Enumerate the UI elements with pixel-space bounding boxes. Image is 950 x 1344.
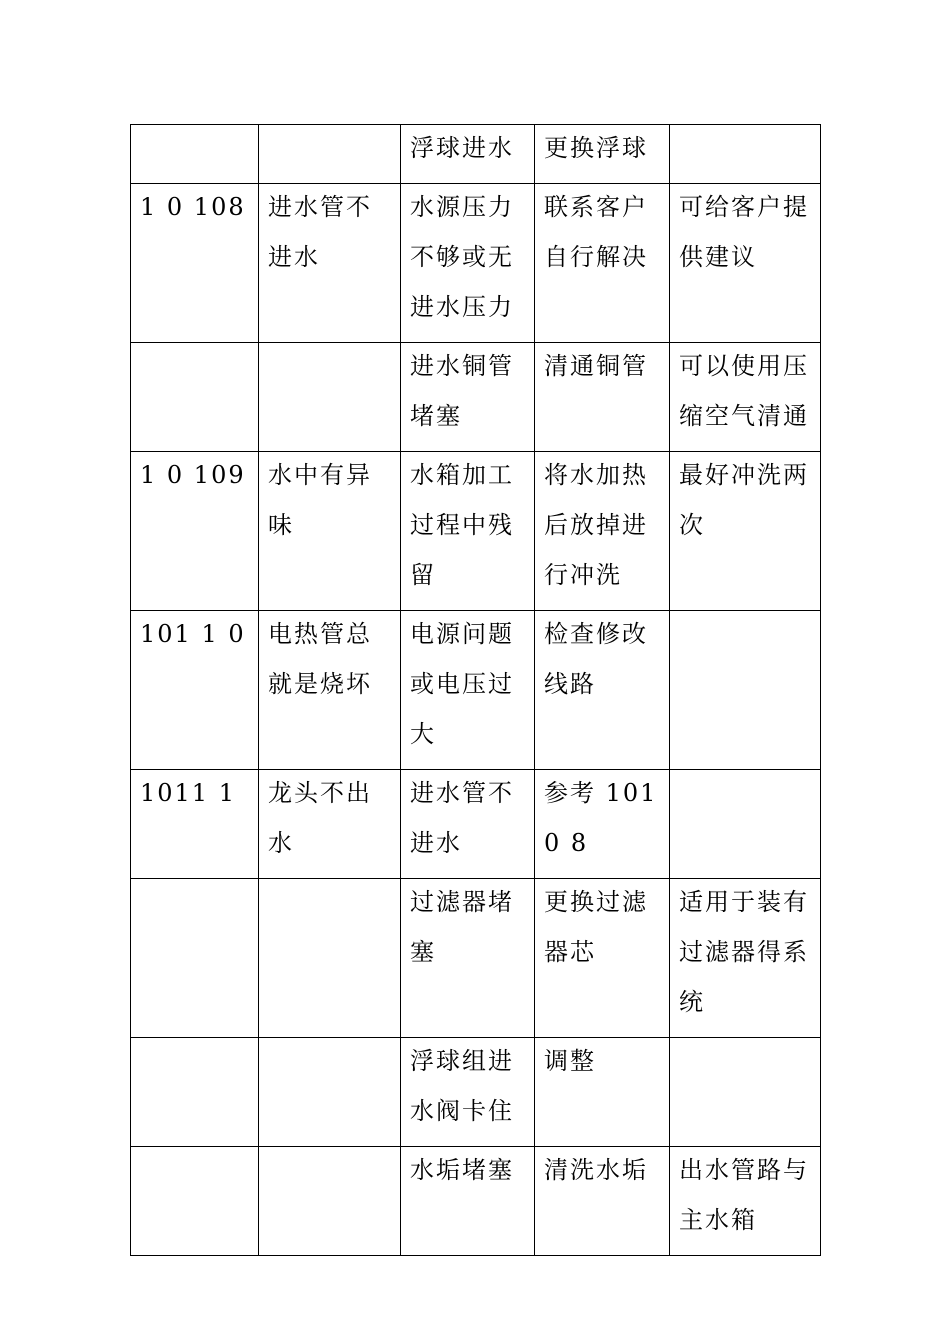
note-cell <box>670 343 821 452</box>
fault-code-cell <box>131 343 259 452</box>
cause-cell-text: 水源压力不够或无进水压力 <box>410 193 514 321</box>
cause-cell-text: 浮球进水 <box>410 134 514 162</box>
symptom-cell <box>259 1038 401 1147</box>
cause-cell <box>401 343 535 452</box>
note-cell-text: 可以使用压缩空气清通 <box>679 352 809 430</box>
symptom-cell <box>259 184 401 343</box>
fault-code-cell <box>131 770 259 879</box>
table-row <box>131 1147 821 1256</box>
fault-code-cell-text: 1 0 109 <box>140 461 246 489</box>
solution-cell-text: 调整 <box>544 1047 596 1075</box>
cause-cell-text: 进水铜管堵塞 <box>410 352 514 430</box>
symptom-cell-text: 电热管总就是烧坏 <box>268 620 372 698</box>
solution-cell <box>535 879 670 1038</box>
solution-cell-text: 清通铜管 <box>544 352 648 380</box>
cause-cell-text: 电源问题或电压过大 <box>410 620 514 748</box>
symptom-cell <box>259 125 401 184</box>
cause-cell-text: 过滤器堵塞 <box>410 888 514 966</box>
cause-cell <box>401 770 535 879</box>
note-cell <box>670 611 821 770</box>
note-cell-text: 最好冲洗两次 <box>679 461 809 539</box>
fault-code-cell-text: 1 0 108 <box>140 193 246 221</box>
solution-cell <box>535 1147 670 1256</box>
cause-cell-text: 水垢堵塞 <box>410 1156 514 1184</box>
fault-code-cell <box>131 125 259 184</box>
table-row <box>131 879 821 1038</box>
symptom-cell <box>259 611 401 770</box>
cause-cell <box>401 452 535 611</box>
solution-cell-text: 检查修改线路 <box>544 620 648 698</box>
table-row <box>131 184 821 343</box>
symptom-cell <box>259 1147 401 1256</box>
solution-cell <box>535 611 670 770</box>
solution-cell-text: 将水加热后放掉进行冲洗 <box>544 461 648 589</box>
cause-cell <box>401 1038 535 1147</box>
note-cell <box>670 879 821 1038</box>
symptom-cell-text: 进水管不进水 <box>268 193 372 271</box>
symptom-cell <box>259 452 401 611</box>
solution-cell-text: 联系客户自行解决 <box>544 193 648 271</box>
note-cell-text: 出水管路与主水箱 <box>679 1156 809 1234</box>
solution-cell <box>535 184 670 343</box>
solution-cell-text: 清洗水垢 <box>544 1156 648 1184</box>
note-cell <box>670 1038 821 1147</box>
solution-cell-text: 更换浮球 <box>544 134 648 162</box>
symptom-cell <box>259 770 401 879</box>
fault-code-cell <box>131 611 259 770</box>
fault-code-cell-text: 1011 1 <box>140 779 236 807</box>
note-cell <box>670 1147 821 1256</box>
solution-cell-text: 更换过滤器芯 <box>544 888 648 966</box>
note-cell-text: 可给客户提供建议 <box>679 193 809 271</box>
symptom-cell <box>259 879 401 1038</box>
fault-code-cell <box>131 1038 259 1147</box>
solution-cell <box>535 343 670 452</box>
fault-code-cell <box>131 879 259 1038</box>
troubleshooting-table <box>130 124 821 1256</box>
note-cell <box>670 125 821 184</box>
note-cell <box>670 184 821 343</box>
table-body <box>131 125 821 1256</box>
solution-cell <box>535 125 670 184</box>
cause-cell <box>401 611 535 770</box>
symptom-cell-text: 龙头不出水 <box>268 779 372 857</box>
cause-cell-text: 水箱加工过程中残留 <box>410 461 514 589</box>
note-cell <box>670 452 821 611</box>
cause-cell <box>401 879 535 1038</box>
solution-cell-text: 参考 1010 8 <box>544 779 658 857</box>
cause-cell-text: 浮球组进水阀卡住 <box>410 1047 514 1125</box>
cause-cell <box>401 1147 535 1256</box>
cause-cell <box>401 184 535 343</box>
note-cell-text: 适用于装有过滤器得系统 <box>679 888 809 1016</box>
cause-cell <box>401 125 535 184</box>
table-row <box>131 452 821 611</box>
solution-cell <box>535 770 670 879</box>
note-cell <box>670 770 821 879</box>
table-row <box>131 343 821 452</box>
solution-cell <box>535 1038 670 1147</box>
table-row <box>131 125 821 184</box>
fault-code-cell-text: 101 1 0 <box>140 620 246 648</box>
table-row <box>131 770 821 879</box>
solution-cell <box>535 452 670 611</box>
symptom-cell <box>259 343 401 452</box>
table-row <box>131 611 821 770</box>
fault-code-cell <box>131 1147 259 1256</box>
cause-cell-text: 进水管不进水 <box>410 779 514 857</box>
fault-code-cell <box>131 452 259 611</box>
fault-code-cell <box>131 184 259 343</box>
table-row <box>131 1038 821 1147</box>
symptom-cell-text: 水中有异味 <box>268 461 372 539</box>
